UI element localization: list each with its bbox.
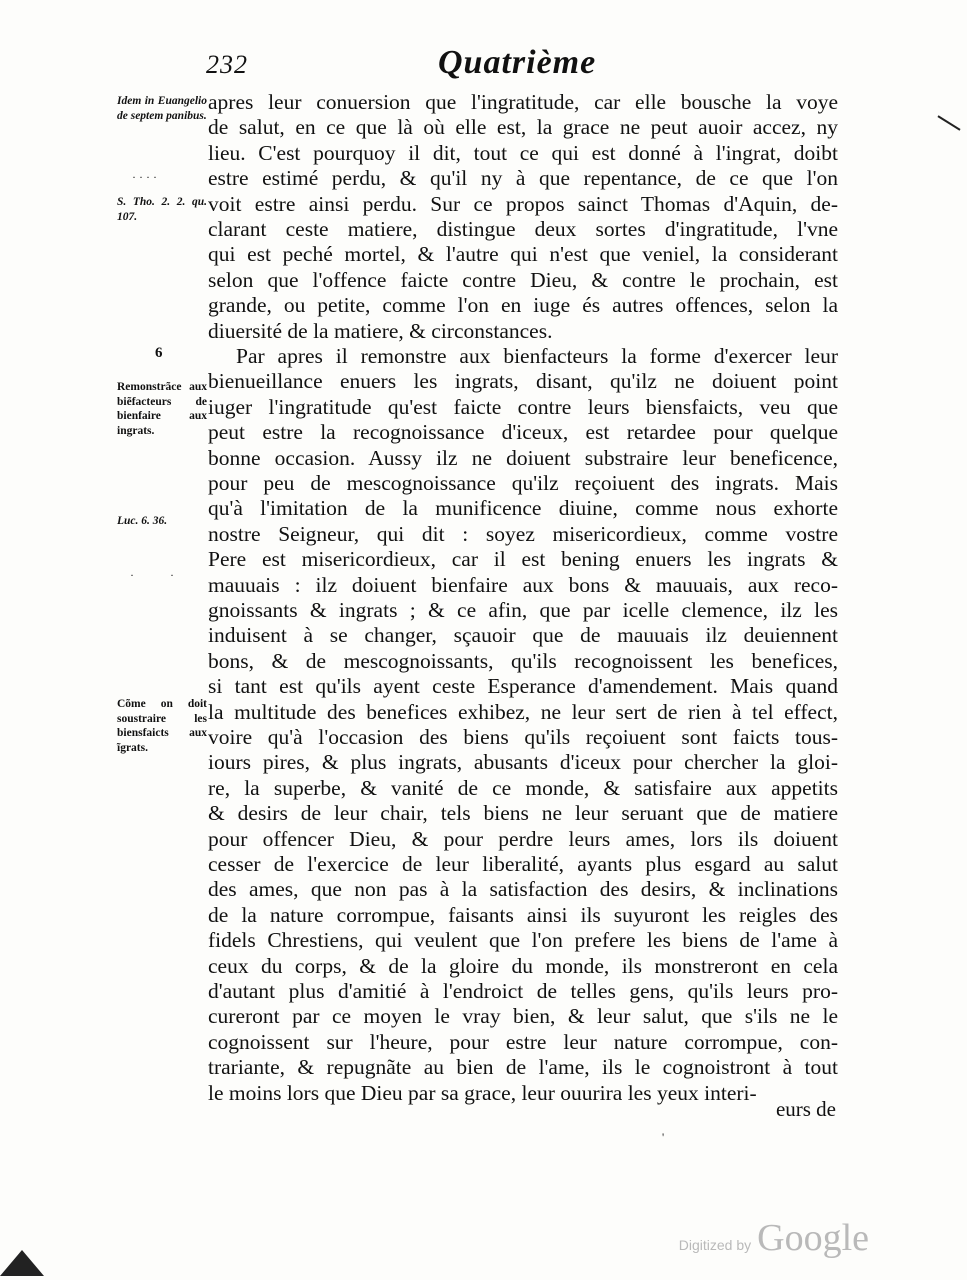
text-line: gnoissants & ingrats ; & ce afin, que par icelle clemence, ilz les — [208, 598, 838, 622]
margin-note-citation: Idem in Euangelio de septem panibus. — [117, 95, 207, 122]
text-line: fidels Chrestiens, qui veulent que l'on prefere les biens de l'ame à — [208, 928, 838, 953]
text-line: apres leur conuersion que l'ingratitude, car elle bousche la voye — [208, 90, 838, 114]
text-line: peut estre la recognoissance d'iceux, est retardee pour quelque — [208, 420, 838, 445]
text-line: le moins lors que Dieu par sa grace, leur ouurira les yeux interi- — [208, 1080, 757, 1105]
text-line: cognoissent sur l'heure, pour estre leur nature corrompue, con- — [208, 1029, 838, 1054]
text-line: de salut, en ce que là où elle est, la grace ne peut auoir accez, ny — [208, 115, 838, 140]
google-logo: Google — [757, 1217, 869, 1259]
text-line: & desirs de leur chair, tels biens ne leur seruant que de matiere — [208, 801, 838, 826]
text-line: estre estimé perdu, & qu'il ny à que repentance, de ce que l'on — [208, 166, 838, 191]
text-line: voire qu'à l'occasion des biens qu'ils reçoiuent sont faicts tous- — [208, 725, 838, 749]
text-line: cureront par ce moyen le vray bien, & leur salut, que s'ils ne le — [208, 1004, 838, 1029]
digitized-by-label: Digitized by — [678, 1237, 752, 1253]
margin-note-citation: S. Tho. 2. 2. qu. 107. — [117, 196, 207, 223]
text-line: pour peu de mescognoissance qu'ilz reçoiuent des ingrats. Mais — [208, 471, 838, 495]
text-line: des ames, que non pas à la satisfaction des desirs, & inclinations — [208, 877, 838, 902]
text-line: bons, & de mescognoissants, qu'ils recognoissent les benefices, — [208, 648, 838, 673]
text-line: Par apres il remonstre aux bienfacteurs la forme d'exercer leur — [236, 344, 838, 368]
text-line: si tant est qu'ils ayent ceste Esperance d'amendement. Mais quand — [208, 674, 838, 699]
text-line: mauuais : ilz doiuent bienfaire aux bons & mauuais, aux reco- — [208, 572, 838, 597]
page-number: 232 — [206, 50, 248, 79]
margin-note-summary: Remonstrãce aux biẽfacteurs de bienfaire aux ingrats. — [117, 381, 207, 437]
text-line: selon que l'offence faicte contre Dieu, & contre le prochain, est — [208, 267, 838, 292]
text-line: d'autant plus d'amitié à l'endroict de telles gens, qu'ils leurs pro- — [208, 979, 838, 1003]
digitization-stamp — [679, 1216, 869, 1260]
text-line: pour offencer Dieu, & pour perdre leurs ames, lors ils doiuent — [208, 826, 838, 851]
catchword: eurs de — [775, 1097, 836, 1121]
text-line: Pere est misericordieux, car il est bening enuers les ingrats & — [208, 547, 838, 572]
margin-note-citation: Luc. 6. 36. — [117, 515, 168, 527]
margin-mark — [937, 115, 960, 130]
text-line: lieu. C'est pourquoy il dit, tout ce qui est donné à l'ingrat, doibt — [208, 140, 838, 165]
text-line: bonne occasion. Aussy ilz ne doiuent substraire leur beneficence, — [208, 445, 838, 470]
corner-mark — [0, 1250, 44, 1276]
text-line: de la nature corrompue, faisants ainsi ils suyuront les reigles des — [208, 902, 838, 927]
text-line: ceux du corps, & de la gloire du monde, ils monstreront en cela — [208, 953, 838, 978]
text-line: qu'à l'imitation de la munificence diuine, comme nous exhorte — [208, 496, 838, 521]
margin-mark: ' — [662, 1130, 665, 1144]
text-line: iuger l'ingratitude qu'est faicte contre leurs biensfaicts, veu que — [208, 394, 838, 419]
text-line: trariante, & repugnãte au bien de l'ame, ils le cognoistront à tout — [208, 1055, 838, 1080]
text-line: grande, ou petite, comme l'on en iuge és autres offences, selon la — [208, 293, 838, 318]
text-line: voit estre ainsi perdu. Sur ce propos sainct Thomas d'Aquin, de- — [208, 191, 838, 216]
text-line: re, la superbe, & vanité de ce monde, & satisfaire aux appetits — [208, 775, 838, 800]
text-line: cesser de l'exercice de leur liberalité, ayants plus esgard au salut — [208, 852, 838, 876]
running-head: Quatrième — [438, 44, 597, 81]
text-line: bienueillance enuers les ingrats, disant, qu'ilz ne doiuent point — [208, 369, 838, 394]
margin-dots: · · — [130, 568, 174, 582]
text-line: iours pires, & plus ingrats, abusants d'iceux pour chercher la gloi- — [208, 750, 838, 775]
text-line: qui est peché mortel, & l'autre qui n'est que veniel, la considerant — [208, 242, 838, 267]
text-line: clarant ceste matiere, distingue deux sortes d'ingratitude, l'vne — [208, 217, 838, 241]
margin-number: 6 — [155, 345, 163, 361]
margin-note-summary: Cõme on doit soustraire les biensfaicts aux ĩgrats. — [117, 698, 207, 754]
text-line: nostre Seigneur, qui dit : soyez misericordieux, comme vostre — [208, 521, 838, 546]
text-line: la multitude des benefices exhibez, ne leur sert de rien à tel effect, — [208, 699, 838, 724]
text-line: induisent à se changer, sçauoir que de mauuais ilz deuiennent — [208, 623, 838, 648]
text-line: diuersité de la matiere, & circonstances. — [208, 318, 553, 343]
margin-dots: · · · · — [132, 170, 157, 184]
